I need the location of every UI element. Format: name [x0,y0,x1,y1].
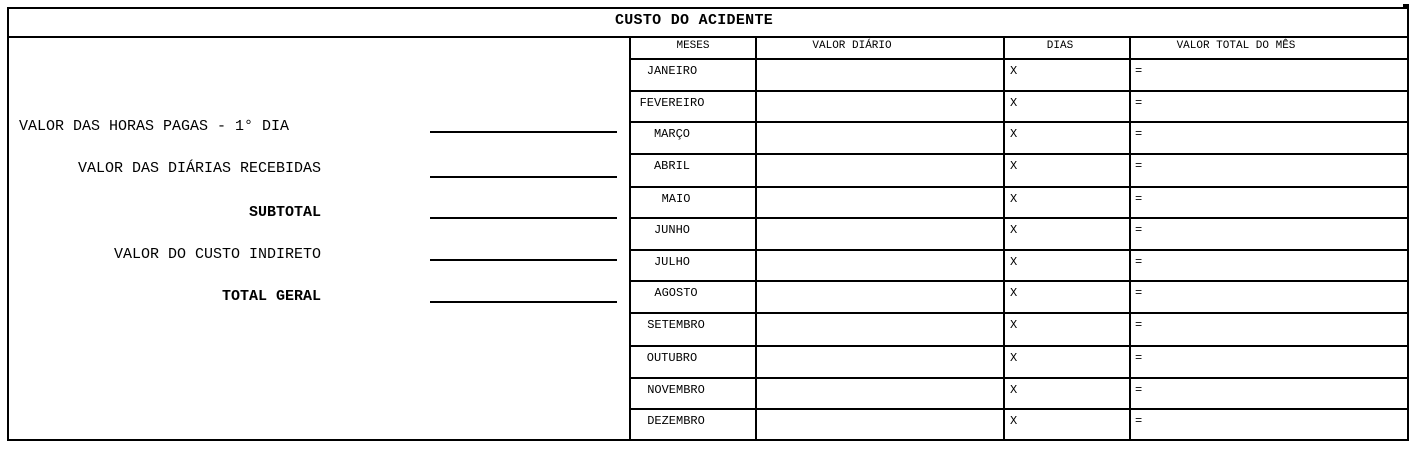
header-valor-total: VALOR TOTAL DO MÊS [1176,40,1296,52]
month-label: AGOSTO [654,286,698,300]
multiply-symbol: X [1010,318,1018,332]
month-label: JULHO [653,255,690,269]
month-label: MAIO [661,192,691,206]
dias-cell[interactable] [1022,188,1128,217]
valor-total-cell[interactable] [1147,347,1405,377]
multiply-symbol: X [1010,383,1018,397]
table-divider-dias [1129,38,1131,441]
equals-symbol: = [1135,351,1143,365]
valor-total-cell[interactable] [1147,219,1405,249]
multiply-symbol: X [1010,127,1018,141]
valor-diario-cell[interactable] [757,155,1003,186]
total-geral-field[interactable] [430,301,617,303]
valor-total-cell[interactable] [1147,92,1405,121]
subtotal-label: SUBTOTAL [248,204,321,221]
dias-cell[interactable] [1022,60,1128,90]
valor-total-cell[interactable] [1147,188,1405,217]
equals-symbol: = [1135,159,1143,173]
dias-cell[interactable] [1022,314,1128,345]
month-label: ABRIL [653,159,690,173]
multiply-symbol: X [1010,64,1018,78]
multiply-symbol: X [1010,286,1018,300]
dias-cell[interactable] [1022,123,1128,153]
custo-indireto-label: VALOR DO CUSTO INDIRETO [113,246,321,263]
multiply-symbol: X [1010,255,1018,269]
multiply-symbol: X [1010,96,1018,110]
valor-diario-cell[interactable] [757,251,1003,280]
equals-symbol: = [1135,223,1143,237]
equals-symbol: = [1135,192,1143,206]
valor-diario-cell[interactable] [757,188,1003,217]
header-dias: DIAS [1046,40,1074,52]
custo-indireto-field[interactable] [430,259,617,261]
month-label: SETEMBRO [647,318,705,332]
month-label: JANEIRO [646,64,698,78]
valor-diario-cell[interactable] [757,92,1003,121]
table-divider-valor-diario [1003,38,1005,441]
valor-diario-cell[interactable] [757,410,1003,441]
equals-symbol: = [1135,286,1143,300]
dias-cell[interactable] [1022,379,1128,408]
header-meses: MESES [676,40,710,52]
multiply-symbol: X [1010,351,1018,365]
valor-total-cell[interactable] [1147,123,1405,153]
valor-diario-cell[interactable] [757,123,1003,153]
valor-diario-cell[interactable] [757,282,1003,312]
month-label: FEVEREIRO [639,96,705,110]
equals-symbol: = [1135,414,1143,428]
equals-symbol: = [1135,383,1143,397]
multiply-symbol: X [1010,192,1018,206]
month-label: JUNHO [653,223,690,237]
title-bar [9,9,1407,38]
subtotal-field[interactable] [430,217,617,219]
month-label: DEZEMBRO [647,414,705,428]
dias-cell[interactable] [1022,410,1128,441]
valor-diario-cell[interactable] [757,379,1003,408]
header-valor-diario: VALOR DIÁRIO [812,40,892,52]
valor-total-cell[interactable] [1147,314,1405,345]
multiply-symbol: X [1010,159,1018,173]
dias-cell[interactable] [1022,155,1128,186]
month-label: NOVEMBRO [647,383,705,397]
valor-diario-cell[interactable] [757,314,1003,345]
valor-total-cell[interactable] [1147,155,1405,186]
equals-symbol: = [1135,255,1143,269]
equals-symbol: = [1135,127,1143,141]
equals-symbol: = [1135,64,1143,78]
total-geral-label: TOTAL GERAL [221,288,321,305]
table-border-left [629,38,631,441]
equals-symbol: = [1135,96,1143,110]
horas-pagas-label: VALOR DAS HORAS PAGAS - 1° DIA [19,118,290,135]
form-frame-right-edge [1407,7,1409,439]
dias-cell[interactable] [1022,219,1128,249]
valor-diario-cell[interactable] [757,60,1003,90]
valor-total-cell[interactable] [1147,379,1405,408]
horas-pagas-field[interactable] [430,131,617,133]
dias-cell[interactable] [1022,251,1128,280]
valor-total-cell[interactable] [1147,410,1405,441]
valor-diario-cell[interactable] [757,347,1003,377]
multiply-symbol: X [1010,223,1018,237]
valor-total-cell[interactable] [1147,60,1405,90]
month-label: OUTUBRO [646,351,698,365]
equals-symbol: = [1135,318,1143,332]
multiply-symbol: X [1010,414,1018,428]
diarias-label: VALOR DAS DIÁRIAS RECEBIDAS [77,160,321,177]
valor-total-cell[interactable] [1147,282,1405,312]
dias-cell[interactable] [1022,282,1128,312]
dias-cell[interactable] [1022,347,1128,377]
month-label: MARÇO [653,127,690,141]
diarias-field[interactable] [430,176,617,178]
page-title: CUSTO DO ACIDENTE [614,12,774,29]
valor-diario-cell[interactable] [757,219,1003,249]
valor-total-cell[interactable] [1147,251,1405,280]
dias-cell[interactable] [1022,92,1128,121]
